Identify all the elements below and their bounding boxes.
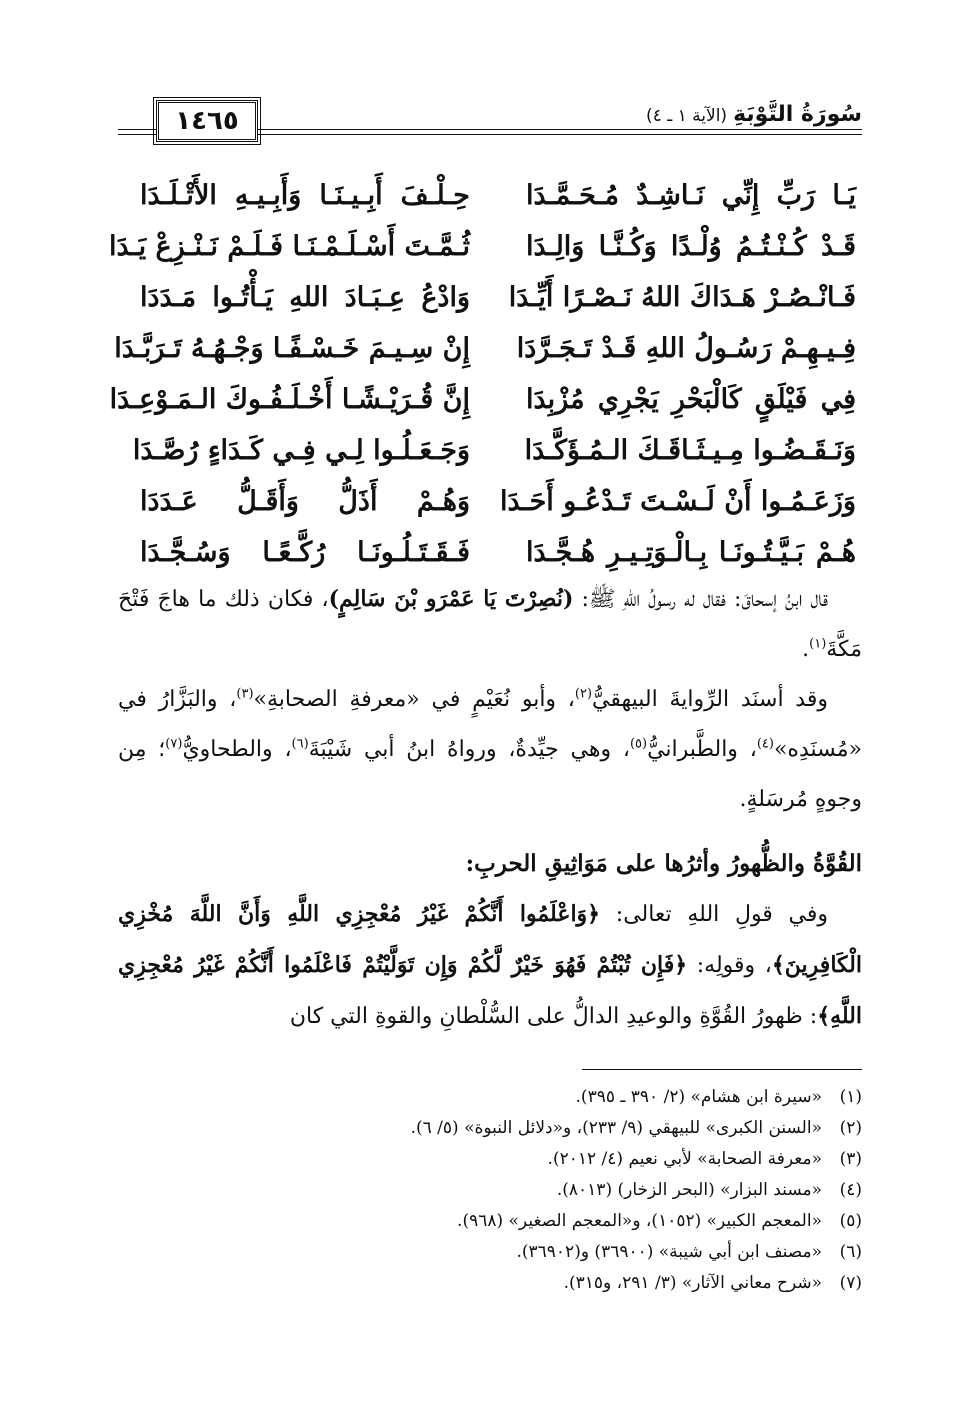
footnote bbox=[118, 1144, 862, 1175]
paragraph: قال ابنُ إسحاقَ: فقال له رسولُ اللهِ ﷺ: (نُصِرْتَ يَا عَمْرَو بْنَ سَالِمٍ)، فكان ذلك ما هاجَ فَتْحَ مَكَّةَ$^{(١)}$. bbox=[118, 586, 862, 662]
verse-first-hemistich: هُـمْ بَـيَّـتُـونَـا بِـالْـوَتِـيـرِ هُـجَّـدَا bbox=[526, 537, 856, 568]
verse-second-hemistich: فَـقَـتَـلُـونَـا رُكَّـعًـا وَسُـجَّـدَا bbox=[140, 537, 470, 568]
footnote-separator bbox=[582, 1069, 862, 1070]
footnote-number: (١) bbox=[839, 1087, 862, 1107]
quran-quote: ﴿فَإِن تُبْتُمْ فَهُوَ خَيْرٌ لَّكُمْ وَإِن تَوَلَّيْتُمْ فَاعْلَمُوا أَنَّكُمْ غَيْرُ مُعْجِزِي اللَّهِ﴾ bbox=[118, 952, 862, 1029]
paragraph bbox=[118, 675, 862, 825]
text-run: ، وقولِه: bbox=[687, 953, 772, 978]
footnote-ref[interactable]: (٣) bbox=[236, 686, 254, 702]
section-heading: القُوَّةُ والظُّهورُ وأثرُها على مَوَاثِيقِ الحربِ: bbox=[465, 850, 862, 877]
poem-verse bbox=[140, 476, 856, 527]
verse-second-hemistich: حِـلْـفَ أَبِـيـنَـا وَأَبِـيـهِ الأَتْـلَـدَا bbox=[140, 180, 470, 211]
footnote bbox=[118, 1113, 862, 1144]
verse-range: (الآية ١ ـ ٤) bbox=[646, 106, 728, 126]
page-header bbox=[118, 96, 862, 148]
hadith-quote: (نُصِرْتَ يَا عَمْرَو بْنَ سَالِمٍ) bbox=[328, 586, 574, 612]
text-run: ، والطحاويُّ bbox=[182, 737, 292, 762]
running-title bbox=[646, 102, 862, 127]
verse-first-hemistich: يَـا رَبِّ إِنِّي نَـاشِـدٌ مُـحَـمَّـدَا bbox=[526, 180, 856, 211]
verse-first-hemistich: وَنَـقَـضُـوا مِـيـثَـاقَـكَ الـمُـؤَكَّـدَا bbox=[524, 435, 856, 466]
text-run: : ظهورُ القُوَّةِ والوعيدِ الدالُّ على السُّلْطانِ والقوةِ التي كان bbox=[289, 1004, 818, 1029]
poem-verse bbox=[140, 272, 856, 323]
poem-verse bbox=[109, 221, 856, 272]
text-run: وفي قولِ اللهِ تعالى: bbox=[600, 902, 828, 927]
footnote-number: (٧) bbox=[839, 1273, 862, 1293]
footnote-number: (٦) bbox=[839, 1242, 862, 1262]
verse-second-hemistich: ثُـمَّـتَ أَسْـلَـمْـنَـا فَـلَـمْ نَـنْـزِعْ يَـدَا bbox=[109, 231, 470, 262]
footnote-ref[interactable]: (٧) bbox=[165, 736, 183, 752]
text-run: ، والطَّبرانيُّ bbox=[647, 737, 757, 762]
footnote bbox=[118, 1082, 862, 1113]
footnote bbox=[118, 1268, 862, 1299]
poem-verse bbox=[140, 170, 856, 221]
paragraph bbox=[118, 889, 862, 1042]
footnote-ref[interactable]: (٢) bbox=[574, 686, 593, 702]
footnote-ref[interactable]: (٥) bbox=[629, 736, 648, 752]
footnote-text: «مسند البزار» (البحر الزخار) (٨٠١٣). bbox=[556, 1180, 822, 1200]
footnote-text: «المعجم الكبير» (١٠٥٢)، و«المعجم الصغير» (٩٦٨). bbox=[457, 1211, 822, 1231]
verse-first-hemistich: فَـانْـصُـرْ هَـدَاكَ اللهُ نَـصْـرًا أَيِّـدَا bbox=[508, 282, 856, 313]
verse-first-hemistich: وَزَعَـمُـوا أَنْ لَـسْـتَ تَـدْعُـو أَحَـدَا bbox=[500, 486, 856, 517]
verse-second-hemistich: وَهُـمْ أَذَلُّ وَأَقَـلُّ عَـدَدَا bbox=[140, 486, 470, 517]
footnote-number: (٥) bbox=[839, 1211, 862, 1231]
footnote-text: «سيرة ابن هشام» (٢/ ٣٩٠ ـ ٣٩٥). bbox=[575, 1087, 822, 1107]
footnote-text: «معرفة الصحابة» لأبي نعيم (٤/ ٢٠١٢). bbox=[547, 1149, 822, 1169]
footnote-number: (٣) bbox=[839, 1149, 862, 1169]
quran-quote: ﴿وَاعْلَمُوا أَنَّكُمْ غَيْرُ مُعْجِزِي اللَّهِ وَأَنَّ اللَّهَ مُخْزِي الْكَافِرِينَ﴾ bbox=[118, 901, 862, 978]
text-run: ؛ مِن وجوهٍ مُرسَلةٍ. bbox=[118, 737, 862, 812]
footnote bbox=[118, 1206, 862, 1237]
poem bbox=[109, 170, 856, 578]
footnote bbox=[118, 1237, 862, 1268]
verse-second-hemistich: وَجَـعَـلُـوا لِـي فِـي كَـدَاءٍ رُصَّـدَا bbox=[132, 435, 470, 466]
text-run: وقد أسنَد الرِّوايةَ البيهقيُّ bbox=[592, 687, 828, 712]
footnote bbox=[118, 1175, 862, 1206]
text-run: قال ابنُ إسحاقَ: فقال له رسولُ اللهِ ﷺ: bbox=[573, 587, 829, 612]
footnote-ref[interactable]: (١) bbox=[809, 636, 827, 652]
surah-name: سُورَةُ التَّوْبَةِ bbox=[733, 102, 862, 127]
poem-verse bbox=[132, 425, 856, 476]
footnote-text: «السنن الكبرى» للبيهقي (٩/ ٢٣٣)، و«دلائل النبوة» (٥/ ٦). bbox=[410, 1118, 822, 1138]
page-number: ١٤٦٥ bbox=[156, 100, 258, 142]
poem-verse bbox=[109, 374, 856, 425]
text-run: ، فكان ذلك ما هاجَ فَتْحَ مَكَّةَ bbox=[118, 587, 862, 662]
footnote-number: (٢) bbox=[839, 1118, 862, 1138]
verse-second-hemistich: إِنْ سِـيـمَ خَـسْـفًـا وَجْـهُـهُ تَـرَبَّـدَا bbox=[114, 333, 470, 364]
footnote-text: «شرح معاني الآثار» (٣/ ٢٩١، و٣١٥). bbox=[563, 1273, 822, 1293]
footnote-number: (٤) bbox=[839, 1180, 862, 1200]
verse-second-hemistich: إِنَّ قُـرَيْـشًـا أَخْـلَـفُـوكَ الـمَـوْعِـدَا bbox=[109, 384, 470, 415]
verse-first-hemistich: فِـيـهِـمْ رَسُـولُ اللهِ قَـدْ تَـجَـرَّدَا bbox=[516, 333, 856, 364]
footnote-ref[interactable]: (٦) bbox=[291, 736, 309, 752]
footnotes bbox=[118, 1082, 862, 1299]
text-run: ، وأبو نُعَيْمٍ في «معرفةِ الصحابةِ» bbox=[253, 687, 575, 712]
text-run: ، وهي جيِّدةٌ، ورواهُ ابنُ أبي شَيْبَةَ bbox=[308, 737, 630, 762]
poem-verse bbox=[140, 527, 856, 578]
main-text bbox=[118, 574, 862, 1042]
footnote-text: «مصنف ابن أبي شيبة» (٣٦٩٠٠) و(٣٦٩٠٢). bbox=[516, 1242, 822, 1262]
footnote-ref[interactable]: (٤) bbox=[756, 736, 774, 752]
verse-first-hemistich: فِي فَيْلَقٍ كَالْبَحْرِ يَجْرِي مُزْبِدَا bbox=[526, 384, 856, 415]
poem-verse bbox=[114, 323, 856, 374]
verse-second-hemistich: وَادْعُ عِـبَـادَ اللهِ يَـأْتُـوا مَـدَدَا bbox=[140, 282, 470, 313]
verse-first-hemistich: قَـدْ كُـنْـتُـمُ وُلْـدًا وَكُـنَّـا وَالِـدَا bbox=[526, 231, 856, 262]
text-run: ، والبَزَّارُ في «مُسنَدِه» bbox=[118, 687, 862, 762]
